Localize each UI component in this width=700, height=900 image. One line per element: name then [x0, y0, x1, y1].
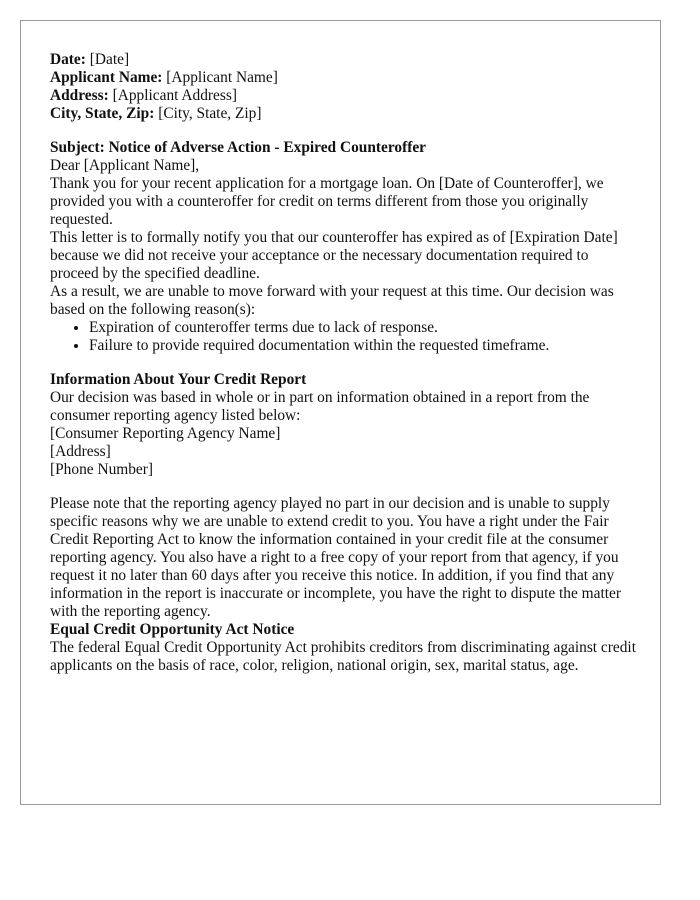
- ecoa-paragraph: The federal Equal Credit Opportunity Act prohibits creditors from discriminating against credit applicants on the basis of race, color, religion, national origin, sex, marital status, age.: [50, 639, 636, 674]
- salutation: Dear [Applicant Name],: [50, 157, 200, 174]
- date-label: Date:: [50, 51, 86, 68]
- applicant-info: [50, 69, 640, 123]
- date-value: [Date]: [89, 51, 130, 68]
- address-line: [50, 87, 640, 105]
- agency-name: [Consumer Reporting Agency Name]: [50, 425, 281, 442]
- city-label: City, State, Zip:: [50, 105, 155, 122]
- paragraph-expiration: This letter is to formally notify you that our counteroffer has expired as of [Expiration Date] because we did not receive your acceptance or the necessary documentation required to proceed by the specified deadline.: [50, 229, 618, 282]
- paragraph-decision: As a result, we are unable to move forward with your request at this time. Our decision was based on the following reason(s):: [50, 283, 614, 318]
- agency-address: [Address]: [50, 443, 111, 460]
- credit-report-heading: Information About Your Credit Report: [50, 371, 307, 388]
- list-item: • Failure to provide required documentation within the requested timeframe.: [89, 337, 640, 355]
- applicant-name-line: [50, 69, 640, 87]
- city-value: [City, State, Zip]: [158, 105, 262, 122]
- agency-phone: [Phone Number]: [50, 461, 154, 478]
- credit-report-intro: Our decision was based in whole or in part on information obtained in a report from the consumer reporting agency listed below:: [50, 389, 590, 424]
- paragraph-intro: Thank you for your recent application for a mortgage loan. On [Date of Counteroffer], we provided you with a counteroffer for credit on terms different from those you originally requested.: [50, 175, 604, 228]
- city-line: [50, 105, 640, 123]
- address-label: Address:: [50, 87, 109, 104]
- credit-rights-paragraph: Please note that the reporting agency played no part in our decision and is unable to supply specific reasons why we are unable to extend credit to you. You have a right under the Fair Credit Reporting Act to know the information contained in your credit file at the consumer reporting agency. You also have a right to a free copy of your report from that agency, if you request it no later than 60 days after you receive this notice. In addition, if you find that any information in the report is inaccurate or incomplete, you have the right to dispute the matter with the reporting agency.: [50, 495, 621, 620]
- letter-content: [50, 51, 640, 675]
- list-item: • Expiration of counteroffer terms due to lack of response.: [89, 319, 640, 337]
- address-value: [Applicant Address]: [112, 87, 237, 104]
- reasons-list: [50, 319, 640, 355]
- agency-info: [50, 425, 640, 479]
- subject-line: Subject: Notice of Adverse Action - Expired Counteroffer: [50, 139, 427, 156]
- date-line: [50, 51, 640, 69]
- applicant-name-label: Applicant Name:: [50, 69, 163, 86]
- letter-page: [20, 20, 661, 805]
- applicant-name-value: [Applicant Name]: [166, 69, 278, 86]
- ecoa-heading: Equal Credit Opportunity Act Notice: [50, 621, 295, 638]
